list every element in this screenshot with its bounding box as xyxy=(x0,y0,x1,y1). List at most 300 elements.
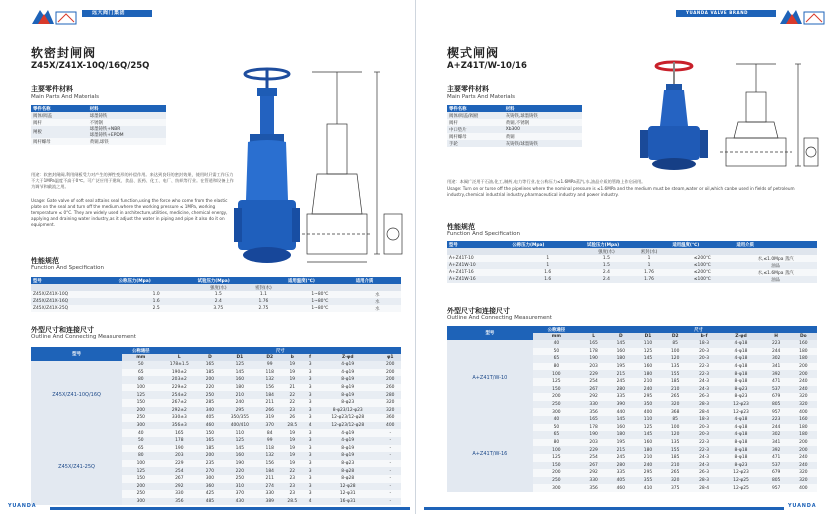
table-cell: 125 xyxy=(533,378,580,386)
table-cell: 679 xyxy=(763,393,790,401)
footer-brand: YUANDA xyxy=(788,503,817,509)
table-cell: 12-φ23/12-φ28 xyxy=(316,414,380,422)
table-cell xyxy=(447,248,510,255)
table-cell: 180 xyxy=(790,431,817,439)
table-cell: 100 xyxy=(122,384,159,392)
table-cell: 320 xyxy=(790,393,817,401)
table-cell: 密封(水) xyxy=(241,284,286,291)
table-cell: A+Z41W-16 xyxy=(447,276,510,283)
table-row xyxy=(447,126,582,133)
table-cell: 22-3 xyxy=(689,446,720,454)
table-cell: 405 xyxy=(607,477,634,485)
table-cell: 389 xyxy=(259,498,280,506)
table-cell: 156 xyxy=(259,384,280,392)
table-cell: 65 xyxy=(122,445,159,453)
table-cell: 267±2 xyxy=(159,399,199,407)
table-header: 型号 xyxy=(31,347,122,361)
table-cell: 1.6 xyxy=(510,276,585,283)
table-cell: 250 xyxy=(122,490,159,498)
table-cell: 油品 xyxy=(734,262,817,269)
table-cell: 267 xyxy=(159,475,199,483)
table-cell: 300 xyxy=(533,408,580,416)
table-cell: 203±2 xyxy=(159,376,199,384)
table-cell: 26-3 xyxy=(689,393,720,401)
table-cell: 4 xyxy=(304,422,316,430)
table-cell: 3 xyxy=(304,483,316,491)
table-cell: 19 xyxy=(280,429,304,437)
table-cell: 灰铸铁,球墨铸铁 xyxy=(504,112,582,119)
model-cell: A+Z41T/W-16 xyxy=(447,416,533,492)
table-cell: 160 xyxy=(790,416,817,424)
table-cell: 23 xyxy=(280,483,304,491)
table-cell: 400 xyxy=(380,422,402,430)
table-cell: 210 xyxy=(662,386,689,394)
table-cell: 3 xyxy=(304,429,316,437)
col-model: 型号 xyxy=(447,241,510,248)
table-cell: 50 xyxy=(122,437,159,445)
table-cell: 270 xyxy=(199,467,220,475)
table-cell: 400 xyxy=(790,484,817,492)
table-cell: 8-φ19 xyxy=(316,376,380,384)
table-cell: 28.5 xyxy=(280,498,304,506)
table-cell: 19 xyxy=(280,361,304,369)
table-header: mm xyxy=(533,333,580,340)
table-cell: 300 xyxy=(122,422,159,430)
table-cell: 2.4 xyxy=(585,276,628,283)
page-title: 软密封闸阀 xyxy=(31,46,97,60)
table-cell: 178 xyxy=(580,348,607,356)
col-model: 型号 xyxy=(31,277,117,284)
table-cell: 12-φ23 xyxy=(719,469,762,477)
materials-heading: 主要零件材料 xyxy=(31,85,73,93)
table-cell: 80 xyxy=(122,376,159,384)
table-cell: 水,≤1.0Mpa 蒸汽 xyxy=(734,255,817,262)
col-test: 试验压力(Mpa) xyxy=(585,241,670,248)
table-cell: 1.5 xyxy=(196,291,241,298)
table-cell: 125 xyxy=(533,454,580,462)
table-cell: 19 xyxy=(280,437,304,445)
table-cell: 368 xyxy=(662,408,689,416)
table-cell: 340 xyxy=(199,407,220,415)
table-cell: 8-φ23 xyxy=(719,393,762,401)
table-cell: 356 xyxy=(580,408,607,416)
table-cell: 229 xyxy=(580,370,607,378)
technical-drawing xyxy=(302,64,407,269)
table-cell: 180 xyxy=(607,431,634,439)
table-header: mm xyxy=(122,354,159,361)
table-cell: 200 xyxy=(380,376,402,384)
table-cell: 8-φ28 xyxy=(316,475,380,483)
page-title: 楔式闸阀 xyxy=(447,46,500,60)
table-cell: 1 xyxy=(628,255,671,262)
table-cell: 240 xyxy=(790,462,817,470)
table-cell: 黄铜,不锈钢 xyxy=(504,119,582,126)
table-cell: - xyxy=(380,452,402,460)
table-cell: 26 xyxy=(280,414,304,422)
table-cell: ≤100℃ xyxy=(670,262,734,269)
table-header: D2 xyxy=(259,354,280,361)
table-cell: 水 xyxy=(354,298,401,305)
dims-heading-en: Outline And Connecting Measurement xyxy=(447,315,552,321)
table-cell: 油品 xyxy=(734,276,817,283)
table-cell: 3 xyxy=(304,369,316,377)
table-cell: 118 xyxy=(259,445,280,453)
model-cell: Z45X/Z41-10Q/16Q xyxy=(31,361,122,429)
table-subheader-row xyxy=(31,284,401,291)
table-cell: 211 xyxy=(259,399,280,407)
table-cell: 244 xyxy=(763,348,790,356)
table-cell: 125 xyxy=(634,424,661,432)
table-cell: 155 xyxy=(662,446,689,454)
table-cell: 392 xyxy=(763,370,790,378)
table-cell: 203 xyxy=(580,439,607,447)
table-cell: 292 xyxy=(580,393,607,401)
table-cell: 8-φ18 xyxy=(719,454,762,462)
table-cell: 50 xyxy=(122,361,159,369)
table-cell: 3 xyxy=(304,452,316,460)
table-cell xyxy=(734,248,817,255)
table-cell: 200 xyxy=(790,439,817,447)
table-cell: 125 xyxy=(221,437,259,445)
table-row xyxy=(31,429,401,437)
table-cell: 4-φ18 xyxy=(719,416,762,424)
table-cell: 250 xyxy=(533,401,580,409)
table-cell: 8-φ18 xyxy=(719,446,762,454)
table-cell: 84 xyxy=(259,429,280,437)
table-cell: 200 xyxy=(790,446,817,454)
table-cell: 254 xyxy=(580,378,607,386)
table-cell: 3 xyxy=(304,414,316,422)
table-cell: 957 xyxy=(763,408,790,416)
table-cell: 黄铜 xyxy=(504,133,582,140)
table-cell: 12-φ23/12-φ28 xyxy=(316,422,380,430)
table-cell: 3 xyxy=(304,376,316,384)
table-cell: 1 xyxy=(510,255,585,262)
table-cell: 22 xyxy=(280,391,304,399)
table-cell: Z45X/Z41X-16Q xyxy=(31,298,117,305)
table-cell: 密封(水) xyxy=(628,248,671,255)
table-cell: 28-4 xyxy=(689,484,720,492)
table-cell: 245 xyxy=(607,378,634,386)
table-cell: 1.0 xyxy=(117,291,196,298)
table-cell: 245 xyxy=(607,454,634,462)
table-cell: 4-φ19 xyxy=(316,369,380,377)
table-cell: 330 xyxy=(259,490,280,498)
table-cell: 805 xyxy=(763,477,790,485)
col-part: 零件名称 xyxy=(447,105,504,112)
table-cell: 165 xyxy=(199,437,220,445)
table-cell: 20-3 xyxy=(689,348,720,356)
table-cell: 145 xyxy=(607,416,634,424)
table-cell: 195 xyxy=(607,439,634,447)
table-cell: 210 xyxy=(221,391,259,399)
table-cell: 356 xyxy=(159,498,199,506)
table-cell xyxy=(31,284,117,291)
table-cell: 165 xyxy=(580,340,607,348)
table-cell: 537 xyxy=(763,462,790,470)
table-header: 公称通径 xyxy=(533,326,580,333)
table-cell: 28-3 xyxy=(689,477,720,485)
table-cell: 3 xyxy=(304,391,316,399)
table-cell: 300 xyxy=(199,475,220,483)
table-cell: 254 xyxy=(580,454,607,462)
table-cell: 485 xyxy=(199,498,220,506)
table-cell: 球墨铸铁 xyxy=(88,112,166,119)
table-cell: 211 xyxy=(259,475,280,483)
table-cell: 460 xyxy=(607,484,634,492)
table-cell: 4-φ19 xyxy=(316,429,380,437)
table-cell: 250 xyxy=(122,414,159,422)
table-cell: 8-φ23/12-φ23 xyxy=(316,407,380,415)
table-cell: 手轮 xyxy=(447,140,504,147)
table-row xyxy=(31,305,401,312)
usage-text-en: Usage: Turn on or turse off the pipelines where the nominal pressure is ≤1.6MPa and the medium must be steam,water or oil,which canbe used in fields of petroleum industry,chemical industrial industry,pharmaceutical industry and power industry. xyxy=(447,186,795,197)
table-cell: 302 xyxy=(763,431,790,439)
table-cell: 190 xyxy=(580,355,607,363)
table-cell: 425 xyxy=(199,490,220,498)
brand-name-cn: 远大阀门集团 xyxy=(92,10,126,16)
table-cell: 356 xyxy=(580,484,607,492)
table-cell: 320 xyxy=(790,469,817,477)
table-cell: 150 xyxy=(122,475,159,483)
table-cell: 1.1 xyxy=(241,291,286,298)
table-header: D2 xyxy=(662,333,689,340)
table-cell: 267 xyxy=(580,462,607,470)
table-cell: 19 xyxy=(280,452,304,460)
table-cell: 200 xyxy=(380,361,402,369)
table-cell: 125 xyxy=(122,391,159,399)
table-cell: 400/410 xyxy=(221,422,259,430)
table-cell xyxy=(670,248,734,255)
table-cell: 8-φ18 xyxy=(719,378,762,386)
table-cell: 215 xyxy=(607,446,634,454)
table-cell: 1~80℃ xyxy=(286,298,354,305)
table-cell: 190 xyxy=(580,431,607,439)
table-cell: Xb300 xyxy=(504,126,582,133)
table-cell: 12-φ25 xyxy=(719,477,762,485)
table-cell: 300 xyxy=(122,498,159,506)
table-cell: - xyxy=(380,460,402,468)
right-page xyxy=(416,0,831,514)
table-cell: 40 xyxy=(122,429,159,437)
table-cell: 18-3 xyxy=(689,340,720,348)
table-cell: 302 xyxy=(763,355,790,363)
table-cell: 球墨铸铁+NBR 球墨铸铁+EPDM xyxy=(88,126,166,138)
table-cell: 375 xyxy=(662,484,689,492)
table-cell: 360 xyxy=(199,483,220,491)
table-row xyxy=(31,126,166,138)
table-cell: 水 xyxy=(354,305,401,312)
table-cell: 1.5 xyxy=(585,255,628,262)
table-cell: 145 xyxy=(634,355,661,363)
table-cell: 220 xyxy=(221,467,259,475)
table-cell: 150 xyxy=(199,429,220,437)
table-cell: 180 xyxy=(221,384,259,392)
table-cell: 灰铸铁/球墨铸铁 xyxy=(504,140,582,147)
table-cell: 203 xyxy=(159,452,199,460)
table-cell: 360 xyxy=(380,414,402,422)
table-cell: 180 xyxy=(634,446,661,454)
table-cell: 1.6 xyxy=(510,269,585,276)
table-cell: ≤200℃ xyxy=(670,269,734,276)
table-cell: 阀杆 xyxy=(447,119,504,126)
table-cell: 1.76 xyxy=(628,269,671,276)
table-cell: 不锈钢 xyxy=(88,119,166,126)
table-cell: 200 xyxy=(533,469,580,477)
table-cell: 145 xyxy=(634,431,661,439)
table-cell: 99 xyxy=(259,437,280,445)
table-cell: 250 xyxy=(221,475,259,483)
table-cell: 3 xyxy=(304,475,316,483)
table-cell: 85 xyxy=(662,340,689,348)
table-cell: 4-φ19 xyxy=(316,437,380,445)
table-cell: - xyxy=(380,445,402,453)
table-cell: 300 xyxy=(533,484,580,492)
table-cell: 20-3 xyxy=(689,431,720,439)
table-cell: 中口垫片 xyxy=(447,126,504,133)
table-cell: 330 xyxy=(580,477,607,485)
table-cell: 120 xyxy=(662,431,689,439)
table-cell: 400 xyxy=(634,408,661,416)
table-cell: 2.75 xyxy=(241,305,286,312)
table-cell: ≤100℃ xyxy=(670,276,734,283)
table-cell: 20-3 xyxy=(689,355,720,363)
table-cell: 392 xyxy=(763,446,790,454)
table-cell: 240 xyxy=(221,399,259,407)
table-cell xyxy=(354,284,401,291)
table-cell: 341 xyxy=(763,363,790,371)
table-cell: 440 xyxy=(607,408,634,416)
table-cell: 21 xyxy=(280,384,304,392)
table-cell: 405 xyxy=(199,414,220,422)
usage-text-cn: 用途：本阀广泛用于石油,化工,制药,电力等行业,在公称压力≤1.6MPa蒸汽,水,油品介质的管路上作启闭用。 xyxy=(447,179,646,184)
footer-bar xyxy=(50,507,410,510)
table-cell: 12-φ25 xyxy=(719,484,762,492)
table-cell: 200 xyxy=(122,407,159,415)
table-cell: 118 xyxy=(259,369,280,377)
table-cell: 265 xyxy=(662,469,689,477)
table-cell: 145 xyxy=(221,369,259,377)
table-cell: 295 xyxy=(634,393,661,401)
table-cell: 100 xyxy=(662,424,689,432)
table-cell: 330±3 xyxy=(159,414,199,422)
table-cell: 267 xyxy=(580,386,607,394)
table-cell: 184 xyxy=(259,391,280,399)
table-header: Z-φd xyxy=(719,333,762,340)
table-cell: 185 xyxy=(199,369,220,377)
table-cell: 19 xyxy=(280,445,304,453)
table-cell: 200 xyxy=(199,376,220,384)
table-cell: 350/355 xyxy=(221,414,259,422)
dims-table xyxy=(31,347,401,505)
table-cell: 1~80℃ xyxy=(286,305,354,312)
table-cell: 28.5 xyxy=(280,422,304,430)
table-header: D1 xyxy=(221,354,259,361)
table-cell: 8-φ18 xyxy=(719,439,762,447)
table-cell: 240 xyxy=(790,386,817,394)
table-cell: A+Z41W-10 xyxy=(447,262,510,269)
col-nominal: 公称压力(Mpa) xyxy=(510,241,585,248)
table-cell: 356±3 xyxy=(159,422,199,430)
table-cell: 8-φ23 xyxy=(719,462,762,470)
table-cell: 8-φ19 xyxy=(316,452,380,460)
materials-heading-en: Main Parts And Materials xyxy=(31,94,100,100)
table-cell: Z45X/Z41X-10Q xyxy=(31,291,117,298)
table-cell: 阀体/阀盖 xyxy=(31,112,88,119)
table-cell: 阀杆螺母 xyxy=(31,138,88,145)
model-cell: A+Z41T/W-10 xyxy=(447,340,533,416)
table-cell: 210 xyxy=(634,454,661,462)
table-cell: 4-φ19 xyxy=(316,361,380,369)
table-cell: 150 xyxy=(533,386,580,394)
dims-heading: 外型尺寸和连接尺寸 xyxy=(31,326,94,334)
table-cell: 320 xyxy=(790,477,817,485)
table-cell: 1.76 xyxy=(628,276,671,283)
table-header: D1 xyxy=(634,333,661,340)
table-cell: 125 xyxy=(634,348,661,356)
materials-heading-en: Main Parts And Materials xyxy=(447,94,516,100)
table-row xyxy=(447,269,817,276)
gate-valve-photo xyxy=(232,60,302,270)
table-cell: 8-φ28 xyxy=(316,467,380,475)
table-cell: - xyxy=(380,475,402,483)
table-cell: 200 xyxy=(199,452,220,460)
table-cell: 292±2 xyxy=(159,407,199,415)
left-page xyxy=(0,0,415,514)
table-cell: 闸板 xyxy=(31,126,88,138)
table-header: 尺寸 xyxy=(159,347,401,354)
table-cell: 125 xyxy=(221,361,259,369)
table-cell: 250 xyxy=(533,477,580,485)
col-part: 零件名称 xyxy=(31,105,88,112)
table-cell: 355 xyxy=(634,477,661,485)
table-cell: 3 xyxy=(304,445,316,453)
table-cell: 150 xyxy=(533,462,580,470)
col-medium: 适用介质 xyxy=(734,241,817,248)
table-cell: 320 xyxy=(790,401,817,409)
table-cell: 3 xyxy=(304,437,316,445)
table-cell: 阀杆螺母 xyxy=(447,133,504,140)
table-cell: 200 xyxy=(790,370,817,378)
table-cell: 292 xyxy=(580,469,607,477)
table-cell: 320 xyxy=(380,407,402,415)
table-cell: 320 xyxy=(380,399,402,407)
table-cell: 3 xyxy=(304,467,316,475)
table-cell xyxy=(117,284,196,291)
table-cell: 26-3 xyxy=(689,469,720,477)
model-number: Z45X/Z41X-10Q/16Q/25Q xyxy=(31,61,150,71)
brand-name-en: YUANDA VALVE BRAND xyxy=(686,10,749,15)
table-row xyxy=(31,291,401,298)
table-cell xyxy=(286,284,354,291)
table-cell: 12-φ23 xyxy=(719,401,762,409)
table-cell: 957 xyxy=(763,484,790,492)
table-cell: 390 xyxy=(607,401,634,409)
table-row xyxy=(447,119,582,126)
table-cell: 100 xyxy=(533,370,580,378)
table-cell: 40 xyxy=(533,416,580,424)
table-cell: 320 xyxy=(662,477,689,485)
table-cell: 180 xyxy=(790,424,817,432)
table-cell: 100 xyxy=(122,460,159,468)
table-cell: 165 xyxy=(199,361,220,369)
table-cell: 190±2 xyxy=(159,369,199,377)
table-cell: 274 xyxy=(259,483,280,491)
table-cell: 1.76 xyxy=(241,298,286,305)
table-cell: 22-3 xyxy=(689,363,720,371)
table-cell: 400 xyxy=(790,408,817,416)
table-header: Do xyxy=(790,333,817,340)
